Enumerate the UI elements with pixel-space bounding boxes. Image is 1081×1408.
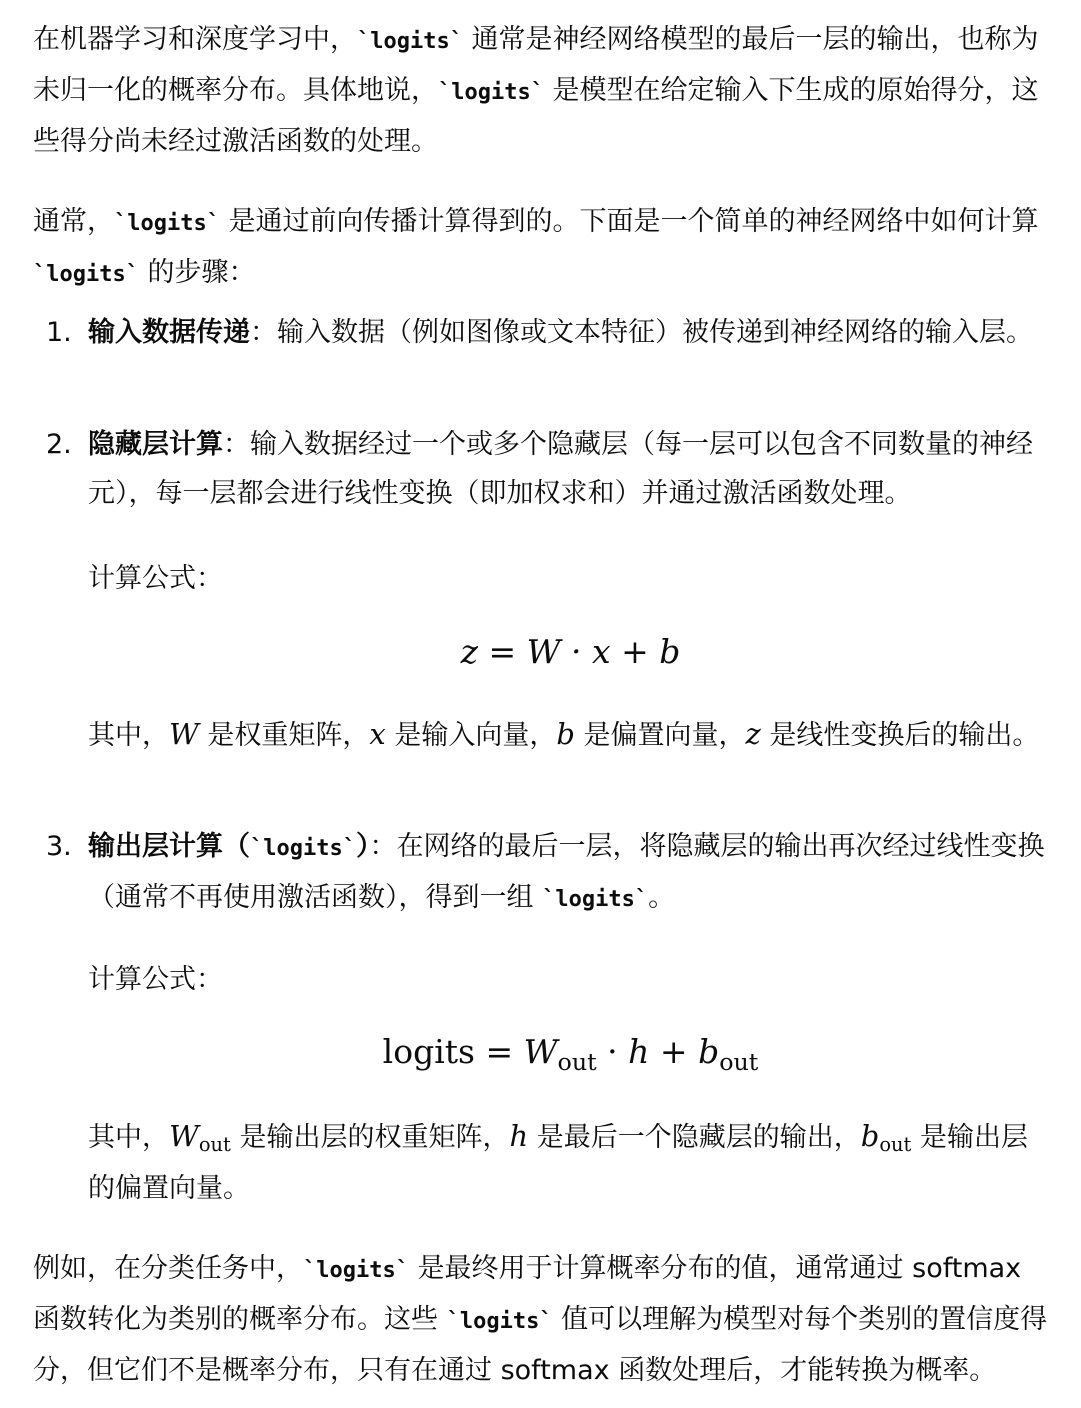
formula-lhs: logits	[382, 1032, 475, 1071]
formula-subscript: out	[557, 1047, 597, 1076]
formula-label: 计算公式：	[88, 563, 223, 594]
steps-intro-text-a: 通常，	[33, 206, 114, 237]
formula-dot: ·	[596, 1032, 629, 1071]
formula-eq: =	[474, 1032, 524, 1071]
conclusion-text-b: 是最终用于计算概率分布的值，通常通过 softmax 函数转化为类别的概率分布。这些	[33, 1253, 1022, 1335]
intro-text-a: 在机器学习和深度学习中，	[33, 24, 357, 55]
steps-intro-paragraph	[33, 197, 1053, 299]
formula-description	[88, 1112, 1053, 1213]
math-z: z	[745, 717, 761, 751]
conclusion-text-c: 值可以理解为模型对每个类别的置信度得分，但它们不是概率分布，只有在通过 softmax 函数处理后，才能转换为概率。	[33, 1304, 1048, 1386]
list-number: 1.	[46, 317, 72, 348]
inline-code-logits: `logits`	[357, 29, 463, 54]
conclusion-text-a: 例如，在分类任务中，	[33, 1253, 303, 1284]
desc-text: 是最后一个隐藏层的输出，	[528, 1122, 861, 1153]
inline-code-logits: `logits`	[438, 80, 544, 105]
math-b: b	[860, 1119, 880, 1153]
list-item-title: 输出层计算（	[88, 831, 250, 862]
list-item-description-end: 。	[648, 882, 676, 913]
math-subscript: out	[879, 1133, 912, 1157]
conclusion-paragraph	[33, 1244, 1053, 1395]
steps-intro-text-c: 的步骤：	[138, 257, 256, 288]
formula-W: W	[523, 1032, 558, 1071]
inline-code-logits: `logits`	[446, 1309, 553, 1334]
desc-text: 是输出层的权重矩阵，	[230, 1122, 510, 1153]
list-item-title: 输入数据传递	[88, 317, 250, 348]
math-W: W	[169, 717, 199, 751]
math-x: x	[369, 717, 386, 751]
list-item-description: ：在网络的最后一层，将隐藏层的输出再次经过线性变换（通常不再使用激活函数），得到一组	[88, 831, 1045, 913]
desc-text: 是线性变换后的输出。	[760, 720, 1040, 751]
list-item-title: 隐藏层计算	[88, 429, 223, 460]
intro-text-c: 是模型在给定输入下生成的原始得分，这些得分尚未经过激活函数的处理。	[33, 75, 1039, 157]
desc-text: 其中，	[88, 1122, 169, 1153]
formula-b: b	[698, 1032, 720, 1071]
desc-text: 是偏置向量，	[574, 720, 746, 751]
inline-code-logits: `logits`	[542, 887, 649, 912]
inline-code-logits: `logits`	[33, 262, 139, 287]
formula-plus: +	[649, 1032, 699, 1071]
list-number: 2.	[46, 429, 72, 460]
list-number: 3.	[46, 831, 72, 862]
list-item-description: ：输入数据（例如图像或文本特征）被传递到神经网络的输入层。	[250, 317, 1033, 348]
inline-code-logits: `logits`	[250, 836, 356, 861]
intro-paragraph	[33, 15, 1053, 166]
list-item-description: ：输入数据经过一个或多个隐藏层（每一层可以包含不同数量的神经元），每一层都会进行线性变换（即加权求和）并通过激活函数处理。	[88, 429, 1033, 509]
desc-text: 其中，	[88, 720, 169, 751]
list-item-text	[88, 822, 1053, 924]
list-item-title-end: ）	[355, 831, 370, 862]
desc-text: 是输入向量，	[385, 720, 557, 751]
list-item-text	[88, 308, 1053, 357]
steps-intro-text-b: 是通过前向传播计算得到的。下面是一个简单的神经网络中如何计算	[219, 206, 1039, 237]
math-b: b	[556, 717, 575, 751]
formula-description	[88, 710, 1053, 760]
inline-code-logits: `logits`	[303, 1258, 409, 1283]
list-item-text	[88, 420, 1053, 518]
math-W: W	[169, 1119, 199, 1153]
formula-linear: z = W · x + b	[460, 632, 681, 671]
formula-h: h	[628, 1032, 650, 1071]
math-h: h	[509, 1119, 529, 1153]
intro-text-b: 通常是神经网络模型的最后一层的输出，也称为未归一化的概率分布。具体地说，	[33, 24, 1039, 106]
desc-text: 是输出层的偏置向量。	[88, 1122, 1028, 1204]
formula-label: 计算公式：	[88, 964, 223, 995]
math-subscript: out	[198, 1133, 231, 1157]
inline-code-logits: `logits`	[114, 211, 220, 236]
desc-text: 是权重矩阵，	[198, 720, 370, 751]
formula-logits	[88, 1032, 1053, 1075]
formula-subscript: out	[719, 1047, 759, 1076]
